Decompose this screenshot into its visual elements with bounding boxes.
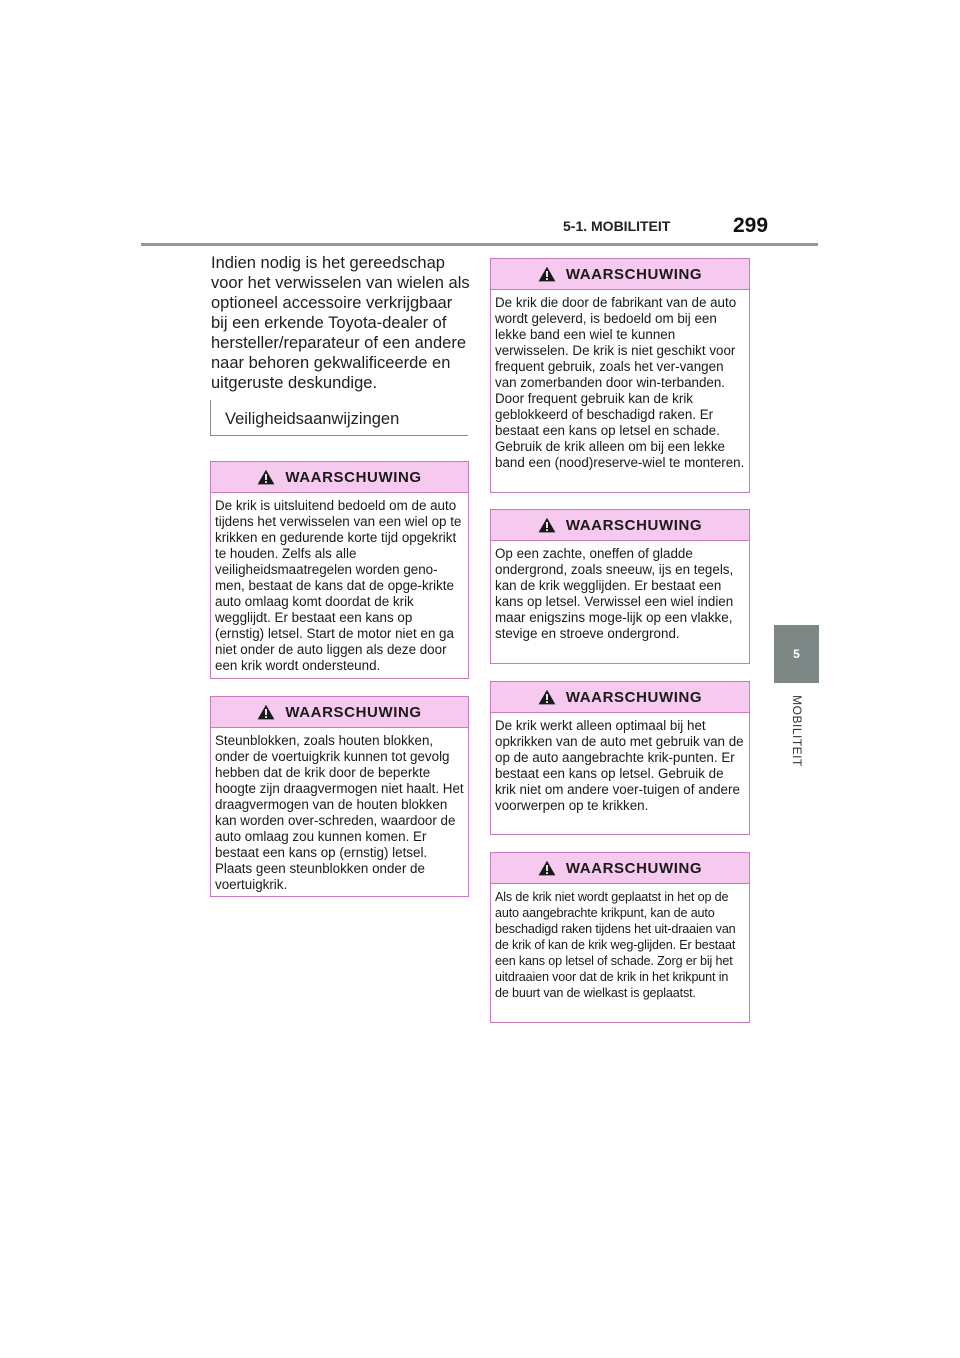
chapter-label: MOBILITEIT	[790, 695, 804, 767]
warning-header	[211, 462, 468, 493]
warning-title: WAARSCHUWING	[565, 688, 703, 706]
warning-triangle-icon	[538, 517, 556, 533]
warning-triangle-icon	[538, 266, 556, 282]
warning-header	[491, 259, 749, 290]
warning-box	[490, 258, 750, 493]
warning-header	[211, 697, 468, 728]
chapter-tab	[774, 625, 819, 683]
warning-title: WAARSCHUWING	[565, 516, 703, 534]
warning-header	[491, 510, 749, 541]
warning-triangle-icon	[538, 689, 556, 705]
warning-triangle-icon	[538, 860, 556, 876]
chapter-number: 5	[793, 647, 800, 661]
warning-title: WAARSCHUWING	[565, 265, 703, 283]
warning-title: WAARSCHUWING	[285, 468, 422, 486]
warning-box	[490, 852, 750, 1023]
warning-text: De krik die door de fabrikant van de auto wordt geleverd, is bedoeld om bij een lekke band een wiel te kunnen verwisselen. De krik is niet geschikt voor frequent gebruik, zoals het ver-vangen van zomerbanden door win-terbanden. Door frequent gebruik kan de krik geblokkeerd of beschadigd raken. Er bestaat een kans op letsel en schade. Gebruik de krik alleen om bij een lekke band een (nood)reserve-wiel te monteren.	[495, 295, 745, 470]
warning-text: Op een zachte, oneffen of gladde ondergrond, zoals sneeuw, ijs en tegels, kan de krik wegglijden. Er bestaat een kans op letsel. Verwissel een wiel indien maar enigszins moge-lijk op een vlakke, stevige en stroeve ondergrond.	[495, 546, 734, 641]
warning-box	[490, 509, 750, 664]
warning-triangle-icon	[257, 704, 275, 720]
warning-box	[490, 681, 750, 835]
warning-text: De krik werkt alleen optimaal bij het opkrikken van de auto met gebruik van de op de auto aangebrachte krik-punten. Er bestaat een kans op letsel. Gebruik de krik niet om andere voer-tuigen of andere voorwerpen op te krikken.	[495, 718, 744, 813]
warning-text: De krik is uitsluitend bedoeld om de auto tijdens het verwisselen van een wiel op te krikken en gedurende korte tijd opgekrikt te houden. Zelfs als alle veiligheidsmaatregelen worden geno-men, bestaat de kans dat de opge-krikte auto omlaag komt doordat de krik wegglijdt. Er bestaat een kans op (ernstig) letsel. Start de motor niet en ga niet onder de auto liggen als deze door een krik wordt ondersteund.	[215, 498, 462, 673]
warning-header	[491, 682, 749, 713]
warning-text: Steunblokken, zoals houten blokken, onder de voertuigkrik kunnen tot gevolg hebben dat de krik door de beperkte hoogte zijn draagvermogen niet haalt. Het draagvermogen van de houten blokken kan worden over-schreden, waardoor de auto omlaag zou kunnen komen. Er bestaat een kans op (ernstig) letsel. Plaats geen steunblokken onder de voertuigkrik.	[215, 733, 464, 892]
section-heading-text: Veiligheidsaanwijzingen	[225, 410, 400, 428]
header-divider	[141, 243, 818, 246]
section-heading	[210, 400, 468, 436]
intro-paragraph: Indien nodig is het gereedschap voor het verwisselen van wielen als optioneel accessoire verkrijgbaar bij een erkende Toyota-dealer of hersteller/reparateur of een andere naar behoren gekwalificeerde en uitgeruste deskundige.	[211, 254, 470, 392]
warning-header	[491, 853, 749, 884]
warning-box	[210, 696, 469, 897]
warning-triangle-icon	[257, 469, 275, 485]
section-title: 5-1. MOBILITEIT	[563, 218, 671, 234]
warning-title: WAARSCHUWING	[285, 703, 422, 721]
warning-title: WAARSCHUWING	[565, 859, 703, 877]
page-number: 299	[733, 214, 769, 237]
warning-box	[210, 461, 469, 679]
warning-text: Als de krik niet wordt geplaatst in het op de auto aangebrachte krikpunt, kan de auto beschadigd raken tijdens het uit-draaien van de krik of kan de krik weg-glijden. Er bestaat een kans op letsel of schade. Zorg er bij het uitdraaien voor dat de krik in het krikpunt in de buurt van de wielkast is geplaatst.	[495, 890, 736, 1000]
